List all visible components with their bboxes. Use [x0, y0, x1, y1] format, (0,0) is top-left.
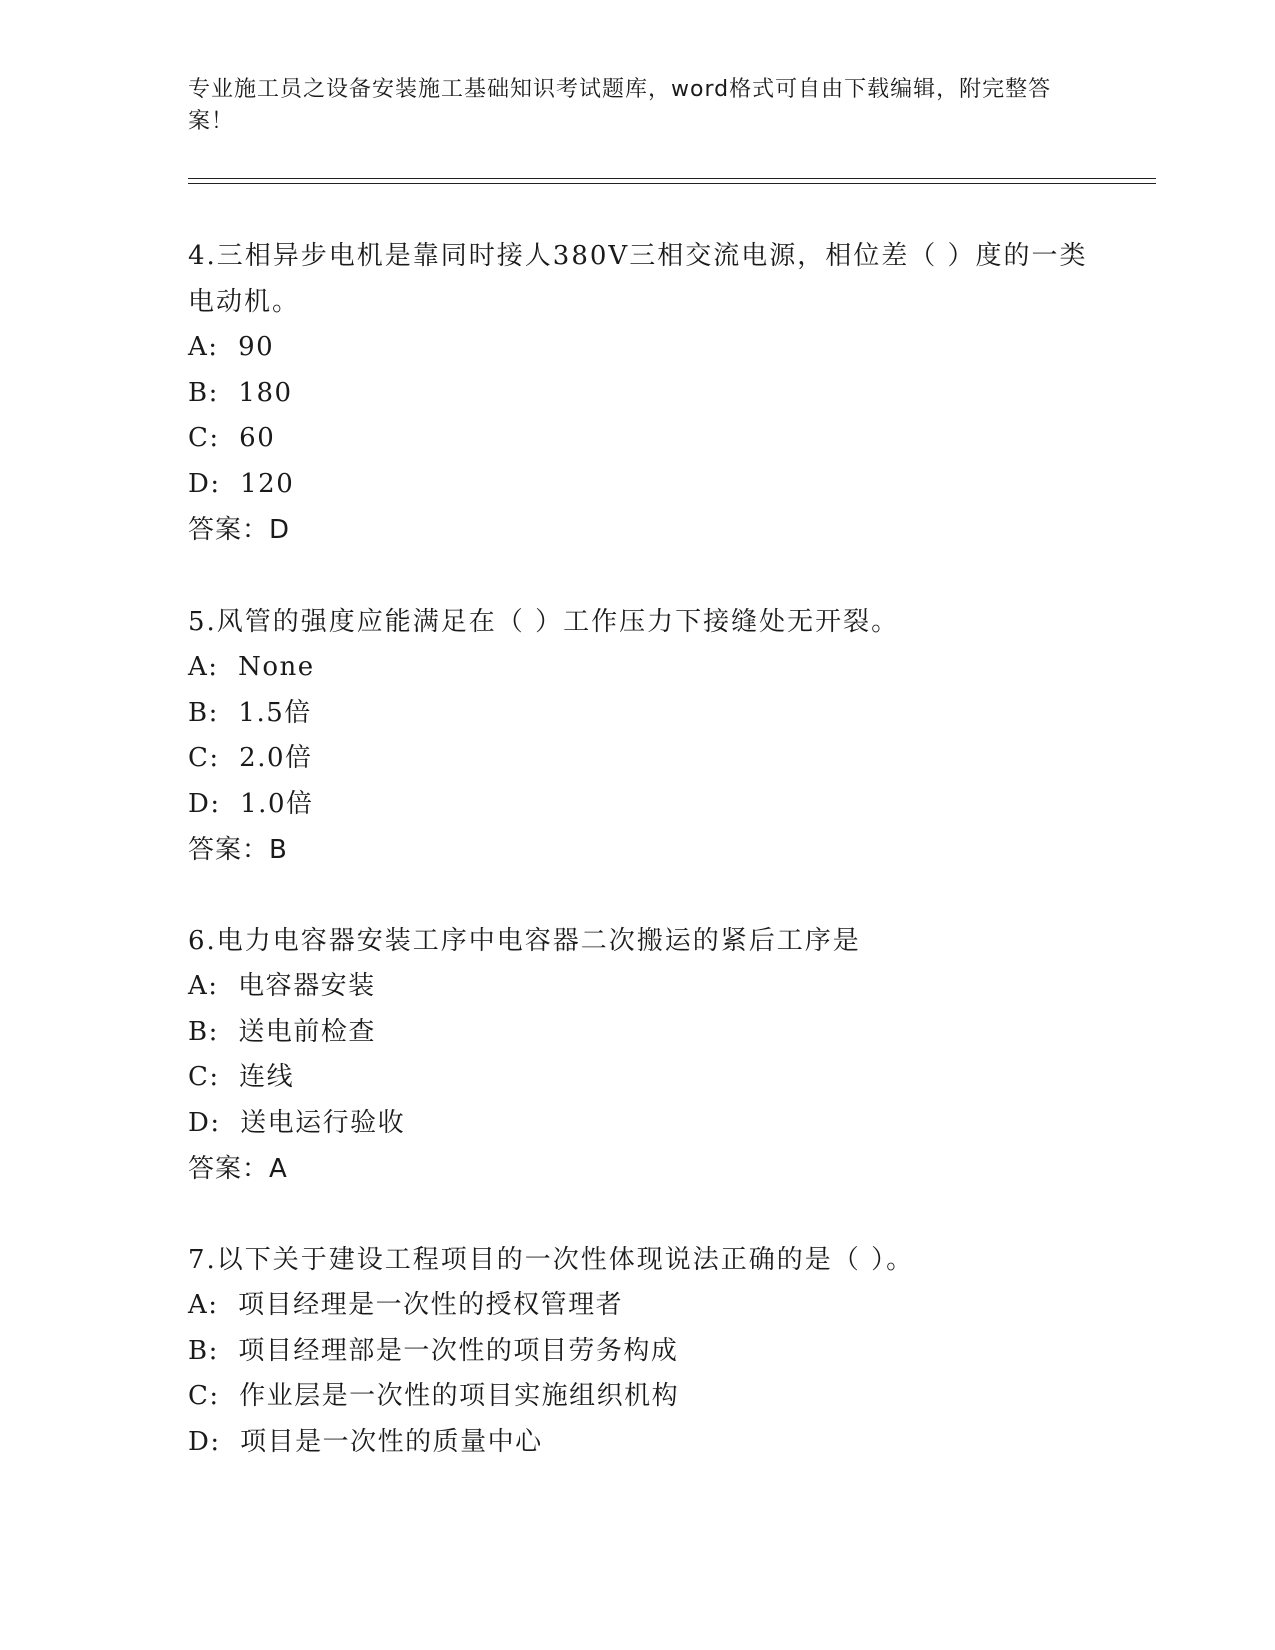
- answer: 答案：D: [188, 515, 291, 545]
- option-b: B: 送电前检查: [188, 1016, 376, 1047]
- question-6: [188, 918, 1088, 1192]
- question-4: [188, 233, 1088, 553]
- option-c: C: 连线: [188, 1062, 295, 1092]
- option-d: D: 120: [188, 468, 295, 499]
- question-7: [188, 1237, 1088, 1465]
- header-divider-bottom: [188, 183, 1156, 184]
- header-divider-top: [188, 178, 1156, 179]
- option-b: B: 180: [188, 377, 293, 408]
- option-a: A: None: [188, 652, 315, 682]
- answer: 答案：A: [188, 1154, 288, 1184]
- question-text: 5.风管的强度应能满足在（ ）工作压力下接缝处无开裂。: [188, 607, 900, 637]
- option-d: D: 1.0倍: [188, 788, 314, 819]
- option-d: D: 送电运行验收: [188, 1107, 406, 1138]
- option-b: B: 项目经理部是一次性的项目劳务构成: [188, 1335, 679, 1366]
- option-d: D: 项目是一次性的质量中心: [188, 1426, 543, 1457]
- option-a: A: 项目经理是一次性的授权管理者: [188, 1290, 624, 1320]
- option-a: A: 电容器安装: [188, 971, 376, 1001]
- option-c: C: 作业层是一次性的项目实施组织机构: [188, 1381, 680, 1411]
- option-b: B: 1.5倍: [188, 697, 312, 728]
- document-header: 专业施工员之设备安装施工基础知识考试题库，word格式可自由下载编辑，附完整答案！: [188, 77, 1052, 134]
- question-5: [188, 599, 1088, 873]
- question-text: 7.以下关于建设工程项目的一次性体现说法正确的是（ ）。: [188, 1245, 915, 1275]
- option-a: A: 90: [188, 332, 275, 362]
- option-c: C: 60: [188, 423, 276, 453]
- question-text: 6.电力电容器安装工序中电容器二次搬运的紧后工序是: [188, 926, 861, 956]
- question-text: 4.三相异步电机是靠同时接人380V三相交流电源，相位差（ ）度的一类电动机。: [188, 241, 1088, 317]
- answer: 答案：B: [188, 835, 288, 865]
- option-c: C: 2.0倍: [188, 743, 313, 773]
